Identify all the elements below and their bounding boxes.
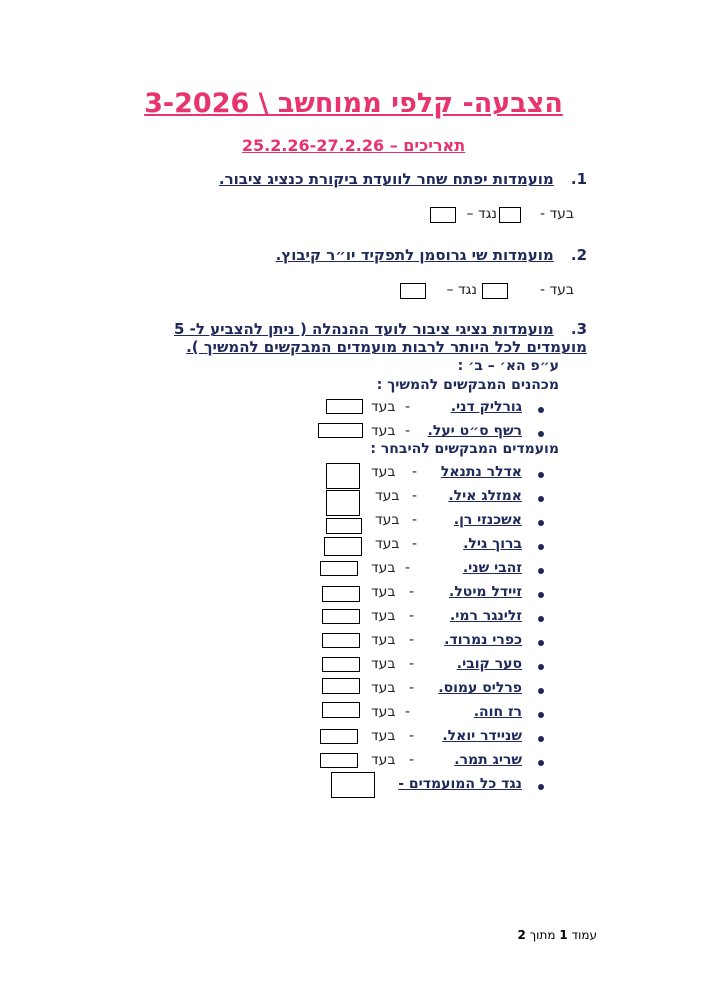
dash: -	[405, 560, 411, 576]
q1-against-label: נגד –	[466, 206, 497, 222]
dash: -	[405, 423, 411, 439]
q1-against-checkbox[interactable]	[430, 207, 456, 223]
candidate-name: זיידל מיטל.	[449, 584, 522, 600]
for-label: בעד	[371, 704, 396, 720]
q2-against-checkbox[interactable]	[400, 283, 426, 299]
dash: -	[409, 752, 415, 768]
for-label: בעד	[371, 560, 396, 576]
candidate-checkbox[interactable]	[322, 657, 360, 672]
q1-for-checkbox[interactable]	[499, 207, 521, 223]
for-label: בעד	[371, 399, 396, 415]
question-1-text: מועמדות יפתח שחר לוועדת ביקורת כנציג ציבור.	[218, 170, 554, 188]
candidate-checkbox[interactable]	[322, 609, 360, 624]
continuing-name: רשף ס״ט יעל.	[427, 423, 522, 439]
bullet	[538, 592, 544, 598]
for-label: בעד	[371, 464, 396, 480]
continuing-checkbox[interactable]	[318, 423, 363, 438]
question-2-number: 2.	[570, 246, 587, 264]
dash: -	[405, 704, 411, 720]
question-3-text: מועמדות נציגי ציבור לועד ההנהלה ( ניתן להצביע ל- 5 מועמדים לכל היותר לרבות מועמדים המבקשים להמשיך ).	[173, 320, 587, 356]
bullet	[538, 431, 544, 437]
bullet	[538, 664, 544, 670]
for-label: בעד	[371, 608, 396, 624]
bullet	[538, 616, 544, 622]
question-3-number: 3.	[570, 320, 587, 338]
candidate-name: רז חוה.	[473, 704, 522, 720]
bullet	[538, 496, 544, 502]
for-label: בעד	[371, 680, 396, 696]
candidate-checkbox[interactable]	[322, 586, 360, 602]
bullet	[538, 472, 544, 478]
dash: -	[412, 464, 418, 480]
against-all-checkbox[interactable]	[331, 772, 375, 798]
bullet	[538, 568, 544, 574]
for-label: בעד	[371, 728, 396, 744]
question-1-number: 1.	[570, 170, 587, 188]
footer-prefix: עמוד	[571, 928, 597, 942]
question-1	[219, 170, 587, 188]
continuing-name: גורליק דני.	[450, 399, 522, 415]
bullet	[538, 407, 544, 413]
dash: -	[405, 399, 411, 415]
question-3	[117, 320, 587, 356]
footer-middle: מתוך	[529, 928, 556, 942]
bullet	[538, 688, 544, 694]
candidate-name: אדלר נתנאל	[440, 464, 522, 480]
candidate-checkbox[interactable]	[324, 537, 362, 556]
continuing-checkbox[interactable]	[326, 399, 363, 414]
for-label: בעד	[371, 752, 396, 768]
dash: -	[409, 680, 415, 696]
candidate-name: זהבי שני.	[462, 560, 522, 576]
continuing-header: מכהנים המבקשים להמשיך :	[376, 377, 559, 393]
for-label: בעד	[375, 488, 400, 504]
dash: -	[412, 488, 418, 504]
for-label: בעד	[371, 584, 396, 600]
candidate-checkbox[interactable]	[326, 463, 360, 489]
for-label: בעד	[375, 536, 400, 552]
bullet	[538, 544, 544, 550]
candidate-checkbox[interactable]	[322, 678, 360, 694]
against-all-label: נגד כל המועמדים -	[398, 776, 522, 792]
q1-for-label: בעד -	[539, 206, 574, 222]
bullet	[538, 736, 544, 742]
candidate-checkbox[interactable]	[326, 490, 360, 516]
dash: -	[409, 584, 415, 600]
candidate-name: אמזלג איל.	[448, 488, 522, 504]
dash: -	[409, 656, 415, 672]
candidate-checkbox[interactable]	[322, 633, 360, 648]
dash: -	[409, 632, 415, 648]
bullet	[538, 640, 544, 646]
page-title: הצבעה- קלפי ממוחשב \ 3-2026	[144, 88, 563, 119]
bullet	[538, 520, 544, 526]
candidate-checkbox[interactable]	[320, 753, 358, 768]
dates-line: תאריכים – 25.2.26-27.2.26	[241, 136, 466, 155]
for-label: בעד	[371, 423, 396, 439]
footer-total-pages: 2	[517, 928, 526, 942]
candidate-checkbox[interactable]	[320, 561, 358, 576]
for-label: בעד	[371, 656, 396, 672]
candidate-name: כפרי נמרוד.	[444, 632, 522, 648]
candidate-name: זלינגר רמי.	[449, 608, 522, 624]
footer-page-number: 1	[559, 928, 568, 942]
candidate-checkbox[interactable]	[322, 702, 360, 718]
candidate-name: שריג תמר.	[454, 752, 522, 768]
bullet	[538, 784, 544, 790]
dash: -	[412, 536, 418, 552]
alphabetical-note: ע״פ הא׳ – ב׳ :	[457, 358, 559, 374]
page-footer	[518, 928, 597, 942]
question-2	[276, 246, 587, 264]
bullet	[538, 712, 544, 718]
candidate-checkbox[interactable]	[326, 518, 362, 534]
dash: -	[412, 512, 418, 528]
candidate-name: שניידר יואל.	[442, 728, 522, 744]
for-label: בעד	[375, 512, 400, 528]
candidate-checkbox[interactable]	[320, 729, 358, 744]
question-2-text: מועמדות שי גרוסמן לתפקיד יו״ר קיבוץ.	[275, 246, 554, 264]
candidate-name: פרליס עמוס.	[438, 680, 522, 696]
q2-for-label: בעד -	[539, 282, 574, 298]
candidate-name: ברוך גיל.	[463, 536, 522, 552]
dash: -	[409, 728, 415, 744]
q2-against-label: נגד –	[446, 282, 477, 298]
bullet	[538, 760, 544, 766]
dash: -	[409, 608, 415, 624]
for-label: בעד	[371, 632, 396, 648]
candidate-name: אשכנזי רן.	[453, 512, 522, 528]
candidate-name: סער קובי.	[456, 656, 522, 672]
new-candidates-header: מועמדים המבקשים להיבחר :	[370, 441, 559, 457]
q2-for-checkbox[interactable]	[482, 283, 508, 299]
